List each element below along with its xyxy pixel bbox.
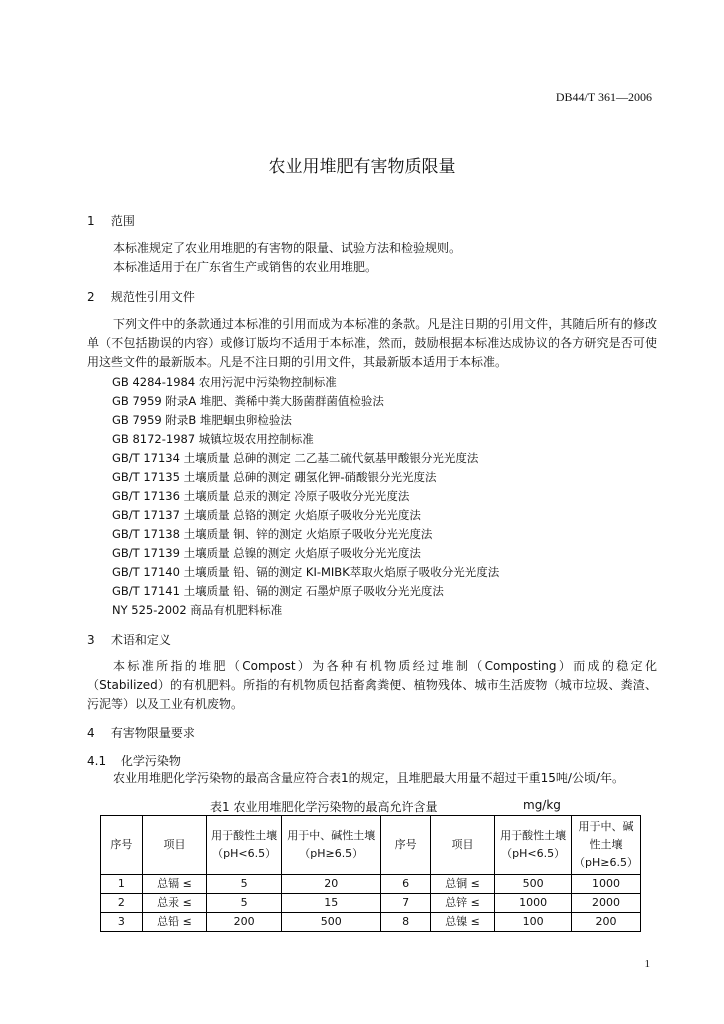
reference-item: GB/T 17134 土壤质量 总砷的测定 二乙基二硫代氨基甲酸银分光光度法 <box>112 451 479 465</box>
reference-item: GB/T 17137 土壤质量 总铬的测定 火焰原子吸收分光光度法 <box>112 508 421 522</box>
reference-item: GB 7959 附录A 堆肥、粪稀中粪大肠菌群菌值检验法 <box>112 394 384 408</box>
header-acid-soil: 用于酸性土壤（pH<6.5） <box>495 816 572 875</box>
table-cell: 200 <box>207 913 282 932</box>
section-title: 范围 <box>110 214 135 228</box>
paragraph: 本标准规定了农业用堆肥的有害物的限量、试验方法和检验规则。 <box>113 241 462 255</box>
section-title: 术语和定义 <box>110 633 171 647</box>
table-cell: 2 <box>101 894 143 913</box>
reference-item: GB/T 17135 土壤质量 总砷的测定 硼氢化钾-硝酸银分光光度法 <box>112 470 437 484</box>
table-caption: 表1 农业用堆肥化学污染物的最高允许含量 <box>210 800 438 814</box>
header-acid-soil: 用于酸性土壤（pH<6.5） <box>207 816 282 875</box>
page-number: 1 <box>644 958 650 970</box>
table-cell: 总锌 ≤ <box>430 894 495 913</box>
section-2-heading <box>87 288 195 305</box>
table-cell: 5 <box>207 894 282 913</box>
paragraph: 本标准适用于在广东省生产或销售的农业用堆肥。 <box>113 260 378 274</box>
table-cell: 总汞 ≤ <box>142 894 207 913</box>
table-cell: 总铅 ≤ <box>142 913 207 932</box>
table-cell: 5 <box>207 875 282 894</box>
table-cell: 100 <box>495 913 572 932</box>
paragraph: 农业用堆肥化学污染物的最高含量应符合表1的规定，且堆肥最大用量不超过干重15吨/公顷/年。 <box>113 771 624 785</box>
section-title: 有害物限量要求 <box>110 726 195 740</box>
section-number: 2 <box>87 290 95 304</box>
section-4-1-heading <box>87 752 181 769</box>
table-header-row <box>101 816 641 875</box>
table-cell: 1000 <box>495 894 572 913</box>
table-cell: 500 <box>281 913 380 932</box>
section-title: 化学污染物 <box>120 754 181 768</box>
table-cell: 500 <box>495 875 572 894</box>
table-cell: 15 <box>281 894 380 913</box>
standard-code: DB44/T 361—2006 <box>555 90 652 104</box>
table-cell: 8 <box>381 913 430 932</box>
section-number: 1 <box>87 214 95 228</box>
table-row <box>101 913 641 932</box>
table-cell: 3 <box>101 913 143 932</box>
reference-item: GB 4284-1984 农用污泥中污染物控制标准 <box>112 375 337 389</box>
pollutant-limit-table <box>100 815 641 932</box>
reference-item: GB 8172-1987 城镇垃圾农用控制标准 <box>112 432 314 446</box>
table-unit: mg/kg <box>523 798 561 812</box>
table-cell: 1000 <box>571 875 640 894</box>
section-3-heading <box>87 631 171 648</box>
reference-item: GB/T 17136 土壤质量 总汞的测定 冷原子吸收分光光度法 <box>112 489 410 503</box>
reference-item: GB/T 17138 土壤质量 铜、锌的测定 火焰原子吸收分光光度法 <box>112 527 433 541</box>
header-neutral-soil: 用于中、碱性土壤（pH≥6.5） <box>281 816 380 875</box>
table-row <box>101 894 641 913</box>
reference-item: NY 525-2002 商品有机肥料标准 <box>112 603 283 617</box>
table-cell: 总镉 ≤ <box>142 875 207 894</box>
section-title: 规范性引用文件 <box>110 290 195 304</box>
header-item: 项目 <box>142 816 207 875</box>
section-number: 3 <box>87 633 95 647</box>
header-item: 项目 <box>430 816 495 875</box>
reference-item: GB/T 17139 土壤质量 总镍的测定 火焰原子吸收分光光度法 <box>112 546 421 560</box>
table-cell: 200 <box>571 913 640 932</box>
reference-item: GB/T 17140 土壤质量 铅、镉的测定 KI-MIBK萃取火焰原子吸收分光光度法 <box>112 565 500 579</box>
table-cell: 7 <box>381 894 430 913</box>
header-no: 序号 <box>101 816 143 875</box>
section-4-heading <box>87 724 195 741</box>
reference-item: GB 7959 附录B 堆肥蛔虫卵检验法 <box>112 413 292 427</box>
table-cell: 6 <box>381 875 430 894</box>
table-cell: 总镍 ≤ <box>430 913 495 932</box>
table-cell: 1 <box>101 875 143 894</box>
paragraph: 本标准所指的堆肥（Compost）为各种有机物质经过堆制（Composting）而成的稳定化（Stabilized）的有机肥料。所指的有机物质包括畜禽粪便、植物残体、城市生活废物（城市垃圾、粪渣、污泥等）以及工业有机废物。 <box>87 659 657 711</box>
header-no: 序号 <box>381 816 430 875</box>
table-row <box>101 875 641 894</box>
header-neutral-soil: 用于中、碱性土壤（pH≥6.5） <box>571 816 640 875</box>
table-cell: 2000 <box>571 894 640 913</box>
document-title: 农业用堆肥有害物质限量 <box>268 157 456 177</box>
paragraph: 下列文件中的条款通过本标准的引用而成为本标准的条款。凡是注日期的引用文件，其随后所有的修改单（不包括勘误的内容）或修订版均不适用于本标准，然而，鼓励根据本标准达成协议的各方研究是否可使用这些文件的最新版本。凡是不注日期的引用文件，其最新版本适用于本标准。 <box>87 317 657 369</box>
table-cell: 总铜 ≤ <box>430 875 495 894</box>
table-cell: 20 <box>281 875 380 894</box>
section-number: 4.1 <box>87 754 107 768</box>
section-1-heading <box>87 212 135 229</box>
reference-item: GB/T 17141 土壤质量 铅、镉的测定 石墨炉原子吸收分光光度法 <box>112 584 444 598</box>
section-number: 4 <box>87 726 95 740</box>
